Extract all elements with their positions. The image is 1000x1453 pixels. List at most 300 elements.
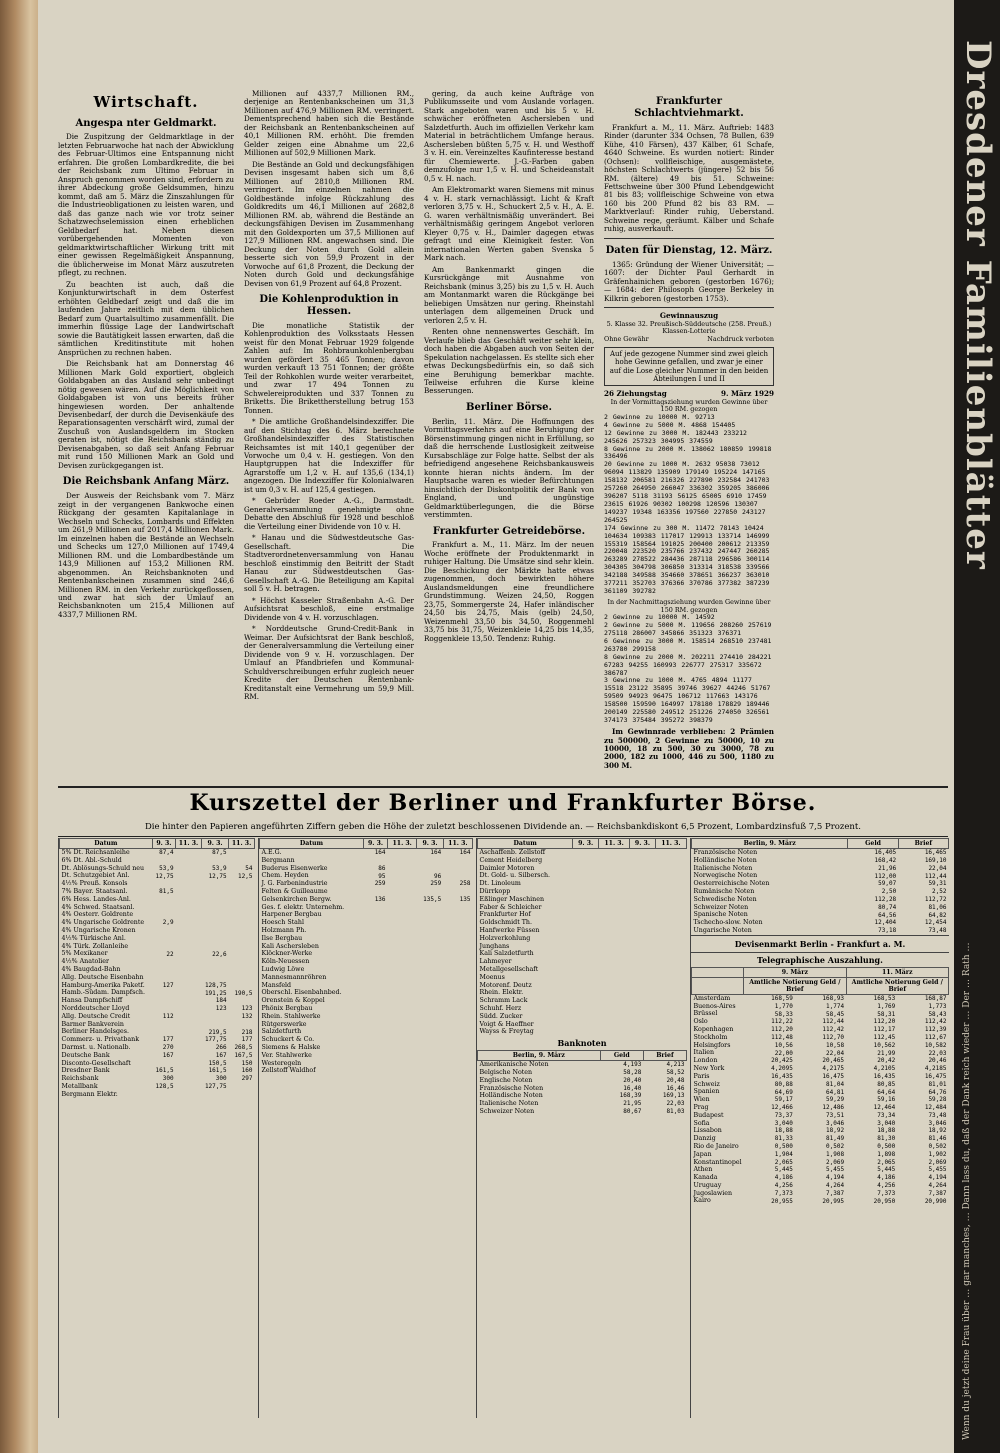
quote-value: 81,04 <box>826 1080 845 1088</box>
notes-col-header: Geld <box>848 839 898 849</box>
article-paragraph: Zu beachten ist auch, daß die Konjunkturwirtschaft in dem Osterfest erhöhten Geldbedarf zeigt und daß die im laufenden Jahre zeitlich mit dem üblichen Bedarf zum Quartalsultimo zusammenfällt. Die immerhin flüssige Lage der Landwirtschaft sowie die Bautätigkeit lassen erwarten, daß die sämtlichen Kreditinstitute mit hohen Ansprüchen zu rechnen haben. <box>58 279 234 357</box>
col-header-berlin: 9. 3. <box>630 839 656 849</box>
security-name: Hoesch Stahl <box>261 919 304 927</box>
quote-value <box>201 927 228 935</box>
quote-value: 64,69 <box>774 1088 793 1096</box>
quote-value: 22 <box>166 950 174 958</box>
quote-value: 270 <box>162 1044 174 1052</box>
quote-value <box>229 919 255 927</box>
table-row <box>692 919 949 927</box>
quote-value: 268,5 <box>234 1044 253 1052</box>
table-row <box>478 1013 687 1021</box>
quote-value <box>443 997 472 1005</box>
quote-value <box>229 935 255 943</box>
quote-value <box>229 904 255 912</box>
quote-value <box>388 849 417 857</box>
security-name: Salzdetfurth <box>261 1028 302 1036</box>
quote-value: 64,76 <box>928 1088 947 1096</box>
banknoten-col-header: Berlin, 9. März <box>478 1051 601 1061</box>
quote-value: 58,52 <box>666 1069 685 1077</box>
table-body <box>260 849 473 1076</box>
column-wirtschaft <box>58 90 234 780</box>
quote-value: 20,955 <box>771 1197 793 1205</box>
quote-value <box>176 849 202 857</box>
quote-value <box>598 1013 629 1021</box>
quote-value <box>443 927 472 935</box>
quote-value: 80,85 <box>877 1080 896 1088</box>
quote-value: 168,87 <box>924 994 947 1002</box>
quote-value <box>573 896 599 904</box>
quote-value: 12,5 <box>238 872 253 880</box>
quote-value: 20,46 <box>928 1057 947 1065</box>
table-row <box>692 872 949 880</box>
quote-value <box>573 935 599 943</box>
quote-value: 18,88 <box>877 1127 896 1135</box>
table-row <box>478 1028 687 1036</box>
quote-value <box>363 888 387 896</box>
security-name: Sofia <box>693 1119 710 1127</box>
security-name: Athen <box>693 1166 713 1174</box>
quote-value <box>630 888 656 896</box>
quote-value <box>417 1013 443 1021</box>
security-name: Budapest <box>693 1111 724 1119</box>
security-name: Metallbank <box>61 1082 98 1090</box>
quote-value: 258 <box>459 880 471 888</box>
security-name: Schuhf. Herz <box>479 1004 522 1012</box>
quote-value: 112,67 <box>924 1033 947 1041</box>
quote-value <box>176 1021 202 1029</box>
security-name: Mannesmannröhren <box>261 973 327 981</box>
quote-value: 12,486 <box>822 1104 845 1112</box>
quote-value: 4,194 <box>928 1174 947 1182</box>
quote-value <box>443 1028 472 1036</box>
table-row <box>692 927 949 935</box>
security-name: Oslo <box>693 1018 708 1026</box>
security-name: Dt. Linoleum <box>479 880 521 888</box>
security-name: 6% Hess. Landes-Anl. <box>61 895 131 903</box>
quote-value: 112,48 <box>771 1033 793 1041</box>
quote-value <box>655 865 686 873</box>
quote-value: 266 <box>215 1044 227 1052</box>
quote-value <box>417 919 443 927</box>
article-paragraph: * Hanau und die Südwestdeutsche Gas-Gesellschaft. Die Stadtverordnetenversammlung von Hanau beschloß einstimmig den Beitritt der Stadt Hanau zur Südwestdeutschen Gas-Gesellschaft A.-G. Die Beteiligung am Kapital soll 5 v. H. betragen. <box>244 533 414 594</box>
quote-value <box>443 1060 472 1068</box>
table-row <box>60 849 255 857</box>
quote-value: 59,31 <box>928 880 947 888</box>
col-header-ffm2: 11. 3. <box>388 839 417 849</box>
quote-value <box>573 849 599 857</box>
table-row <box>478 911 687 919</box>
quote-value: 167,5 <box>234 1051 253 1059</box>
security-name: Ilse Bergbau <box>261 934 303 942</box>
security-name: Lahmeyer <box>479 958 512 966</box>
quote-value: 127 <box>162 981 174 989</box>
section-rule <box>58 786 948 788</box>
table-row <box>692 1112 949 1120</box>
article-heading: Daten für Dienstag, 12. März. <box>605 244 773 256</box>
table-row <box>60 911 255 919</box>
quote-value <box>630 849 656 857</box>
kurszettel-title: Kurszettel der Berliner und Frankfurter Börse. <box>189 790 817 816</box>
quote-value: 21,99 <box>877 1049 896 1057</box>
quote-value: 73,18 <box>878 927 897 935</box>
security-name: Stockholm <box>693 1033 728 1041</box>
quote-value: 53,9 <box>159 864 174 872</box>
quote-value <box>363 911 387 919</box>
quote-value <box>229 888 255 896</box>
table-row <box>60 935 255 943</box>
quote-value <box>630 1013 656 1021</box>
table-row <box>260 958 473 966</box>
table-row <box>692 1151 949 1159</box>
security-name: Kopenhagen <box>693 1025 734 1033</box>
quote-value <box>598 950 629 958</box>
table-row <box>260 1067 473 1075</box>
quote-value <box>417 935 443 943</box>
quote-value <box>573 872 599 880</box>
quote-value: 169,10 <box>924 856 947 864</box>
quote-value <box>388 982 417 990</box>
security-name: Harpener Bergbau <box>261 911 322 919</box>
quote-value: 54 <box>245 864 253 872</box>
quote-value <box>229 1021 255 1029</box>
security-name: Hamburg-Amerika Paketf. <box>61 981 145 989</box>
table-row <box>60 1067 255 1075</box>
table-row <box>692 888 949 896</box>
morning-draw-heading: In der Vormittagsziehung wurden Gewinne über 150 RM. gezogen <box>610 397 768 414</box>
quote-value: 112,20 <box>873 1018 896 1026</box>
security-name: Schweizer Noten <box>693 903 749 911</box>
quote-value: 20,40 <box>623 1076 642 1084</box>
quote-value <box>655 966 686 974</box>
quote-value: 22,03 <box>666 1100 685 1108</box>
table-body <box>478 1061 687 1116</box>
quote-value <box>630 966 656 974</box>
security-name: Brüssel <box>693 1010 718 1018</box>
security-name: Phönix Bergbau <box>261 1004 313 1012</box>
notes-col-header: Brief <box>898 839 948 849</box>
quote-value <box>363 982 387 990</box>
table-row <box>60 1036 255 1044</box>
col-header-datum: Datum <box>478 839 573 849</box>
table-row <box>260 997 473 1005</box>
quote-value: 177 <box>162 1036 174 1044</box>
quote-value: 112,70 <box>822 1033 845 1041</box>
security-name: Holländische Noten <box>693 856 757 864</box>
quote-value <box>176 943 202 951</box>
quote-value <box>176 865 202 873</box>
column-4 <box>604 90 774 780</box>
devisen-subcol-header: Amtliche Notierung Geld / Brief <box>846 977 948 994</box>
quote-value <box>176 1044 202 1052</box>
quote-value <box>176 880 202 888</box>
quote-value: 3,040 <box>774 1119 793 1127</box>
quote-value: 2,069 <box>928 1158 947 1166</box>
security-name: Oberschl. Eisenbahnbed. <box>261 989 342 997</box>
quote-value <box>655 1028 686 1036</box>
table-row <box>478 919 687 927</box>
quote-value: 22,03 <box>928 1049 947 1057</box>
quote-value: 10,562 <box>873 1041 896 1049</box>
table-row <box>692 1065 949 1073</box>
quote-value: 4,2105 <box>873 1065 896 1073</box>
table-row <box>478 997 687 1005</box>
table-row <box>260 1060 473 1068</box>
quote-value: 58,31 <box>877 1010 896 1018</box>
quote-value <box>443 872 472 880</box>
banknoten-col-header: Brief <box>643 1051 686 1061</box>
quote-value: 4,264 <box>928 1182 947 1190</box>
quote-value <box>388 1067 417 1075</box>
quote-value <box>229 1091 255 1099</box>
quote-value: 219,5 <box>208 1028 227 1036</box>
quote-value <box>176 1091 202 1099</box>
quote-value <box>229 950 255 958</box>
security-name: Zellstoff Waldhof <box>261 1067 316 1075</box>
quote-value: 2,50 <box>881 888 897 896</box>
quote-value <box>573 950 599 958</box>
quote-value: 112,22 <box>771 1018 793 1026</box>
article-paragraph: * Norddeutsche Grund-Credit-Bank in Weimar. Der Aufsichtsrat der Bank beschloß, der Generalversammlung die Verteilung einer Dividende von 9 v. H. vorzuschlagen. Der Umlauf an Pfandbriefen und Kommunal-Schuldverschreibungen erfuhr zugleich neuer Kredite der Deutschen Rentenbank-Kreditanstalt eine Vermehrung um 59,9 Mill. RM. <box>244 624 414 702</box>
quote-value <box>598 888 629 896</box>
quote-value <box>176 857 202 865</box>
quote-value <box>655 943 686 951</box>
table-row <box>692 1096 949 1104</box>
security-name: Ludwig Löwe <box>261 965 305 973</box>
quote-value: 73,48 <box>928 1111 947 1119</box>
quote-value: 58,43 <box>928 1010 947 1018</box>
quote-value: 4,256 <box>877 1182 896 1190</box>
quote-value: 21,96 <box>878 864 897 872</box>
quote-value: 218 <box>241 1028 253 1036</box>
security-name: Japan <box>693 1150 712 1158</box>
security-name: Bergmann <box>261 856 295 864</box>
quote-value: 21,95 <box>623 1100 642 1108</box>
security-name: Allg. Deutsche Credit <box>61 1012 131 1020</box>
security-name: Jugoslawien <box>693 1189 733 1197</box>
col-header-datum: Datum <box>60 839 153 849</box>
quote-value: 16,40 <box>623 1084 642 1092</box>
quote-value <box>176 1067 202 1075</box>
col-header-datum: Datum <box>260 839 364 849</box>
quote-value: 112,42 <box>924 1018 947 1026</box>
quote-value: 22,04 <box>928 864 947 872</box>
quote-value: 5,455 <box>928 1166 947 1174</box>
quote-value <box>363 919 387 927</box>
security-name: J. G. Farbenindustrie <box>261 880 328 888</box>
quote-value <box>388 1052 417 1060</box>
security-name: Italienische Noten <box>479 1100 539 1108</box>
security-name: Reichsbank <box>61 1075 99 1083</box>
quote-value <box>388 1021 417 1029</box>
table-row <box>478 1005 687 1013</box>
quote-value <box>573 943 599 951</box>
quote-value <box>443 989 472 997</box>
quote-value: 112,45 <box>873 1033 896 1041</box>
table-row <box>260 935 473 943</box>
table-row <box>478 1069 687 1077</box>
quote-value: 58,33 <box>774 1010 793 1018</box>
quote-value: 86 <box>378 864 386 872</box>
quote-value: 73,34 <box>877 1111 896 1119</box>
quote-value: 7,373 <box>774 1189 793 1197</box>
quote-value <box>598 958 629 966</box>
security-name: Spanien <box>693 1088 720 1096</box>
quote-value: 95 <box>378 872 386 880</box>
quote-value <box>176 888 202 896</box>
table-row <box>260 1036 473 1044</box>
quote-value <box>598 872 629 880</box>
quote-value: 64,56 <box>878 911 897 919</box>
quote-value <box>573 1021 599 1029</box>
security-name: Danzig <box>693 1135 716 1143</box>
quote-value: 7,387 <box>826 1189 845 1197</box>
table-row <box>60 857 255 865</box>
quote-value <box>417 982 443 990</box>
quote-value <box>201 974 228 982</box>
quote-value <box>443 1013 472 1021</box>
table-row <box>692 994 949 1002</box>
article-paragraph: Der Ausweis der Reichsbank vom 7. März zeigt in der vergangenen Bankwoche einen Rückgang der gesamten Kapitalanlage in Wechseln und Schecks, Lombards und Effekten um 261,9 Millionen auf 2017,4 Millionen Mark. Im einzelnen haben die Bestände an Wechseln und Schecks um 127,0 Millionen auf 1749,4 Millionen RM. und die Lombardbestände um 143,9 Millionen auf 153,2 Millionen RM. abgenommen. An Reichsbanknoten und Rentenbankscheinen zusammen sind 246,6 Millionen RM. in den Verkehr zurückgeflossen, und zwar hat sich der Umlauf an Reichsbanknoten um 215,4 Millionen auf 4337,7 Millionen RM. <box>58 491 234 619</box>
table-row <box>692 1197 949 1205</box>
security-name: Dt. Ablösungs-Schuld neu <box>61 864 145 872</box>
quote-value <box>655 982 686 990</box>
quote-value <box>363 935 387 943</box>
quote-value: 123 <box>241 1005 253 1013</box>
table-row <box>260 927 473 935</box>
quote-value <box>176 1060 202 1068</box>
table-body <box>692 994 949 1205</box>
quote-value <box>388 974 417 982</box>
quote-value <box>630 982 656 990</box>
table-row <box>478 974 687 982</box>
quote-value <box>201 958 228 966</box>
security-name: Motorenf. Deutz <box>479 981 532 989</box>
remaining-prizes: Im Gewinnrade verblieben: 2 Prämien zu 500000, 2 Gewinne zu 50000, 10 zu 10000, 18 zu 500, 30 zu 3000, 78 zu 2000, 182 zu 1000, 446 zu 500, 1180 zu 300 M. <box>604 727 774 770</box>
quote-value <box>176 927 202 935</box>
quote-value <box>630 958 656 966</box>
quote-value <box>417 958 443 966</box>
quote-value <box>363 904 387 912</box>
table-row <box>692 849 949 857</box>
quote-value <box>598 935 629 943</box>
quote-value: 164 <box>459 849 471 857</box>
security-name: Metallgesellschaft <box>479 965 539 973</box>
article-paragraph: Frankfurt a. M., 11. März. Auftrieb: 1483 Rinder (darunter 334 Ochsen, 78 Bullen, 639 Kühe, 410 Färsen), 437 Kälber, 61 Schafe, 4640 Schweine. Es wurden notiert: Rinder (Ochsen): vollfleischige, ausgemästete, höchsten Schlachtwerts (jüngere) 52 bis 56 RM. (ältere) 49 bis 51. Schweine: Fettschweine über 300 Pfund Lebendgewicht 81 bis 83; vollfleischige Schweine von etwa 160 bis 200 Pfund 82 bis 83 RM. — Marktverlauf: Rinder ruhig, Ueberstand. Schweine rege, geräumt. Kälber und Schafe ruhig, ausverkauft. <box>604 122 774 234</box>
security-name: 4½% Anatolier <box>61 958 110 966</box>
quote-value <box>417 950 443 958</box>
quote-value <box>417 943 443 951</box>
table-row <box>260 904 473 912</box>
quote-value: 2,9 <box>162 919 174 927</box>
quote-value: 0,502 <box>928 1143 947 1151</box>
quote-value <box>152 935 175 943</box>
lottery-subtitle: 5. Klasse 32. Preußisch-Süddeutsche (258. Preuß.) Klassen-Lotterie <box>606 319 772 336</box>
quote-value <box>201 919 228 927</box>
quote-value <box>598 911 629 919</box>
table-row <box>60 904 255 912</box>
quote-value <box>417 927 443 935</box>
article-heading: Frankfurter Schlachtviehmarkt. <box>634 96 744 119</box>
quote-value: 81,03 <box>666 1108 685 1116</box>
quote-value <box>229 1083 255 1091</box>
col-header-ffm2: 11. 3. <box>598 839 629 849</box>
quote-value: 135,5 <box>423 895 442 903</box>
quote-value: 112,42 <box>822 1026 845 1034</box>
quote-value <box>573 1028 599 1036</box>
quote-value <box>176 1005 202 1013</box>
quote-value <box>388 997 417 1005</box>
quote-value <box>152 880 175 888</box>
security-name: Voigt & Haeffner <box>479 1020 534 1028</box>
quote-value <box>363 1036 387 1044</box>
quote-value <box>229 927 255 935</box>
quote-value: 4,193 <box>623 1061 642 1069</box>
quote-value: 112,17 <box>873 1026 896 1034</box>
quote-value <box>598 904 629 912</box>
quote-value <box>176 911 202 919</box>
table-row <box>260 950 473 958</box>
security-name: Wayss & Freytag <box>479 1028 534 1036</box>
table-row <box>260 857 473 865</box>
article-paragraph: Die Bestände an Gold und deckungsfähigen Devisen insgesamt haben sich um 8,6 Millionen auf 2810,8 Millionen RM. verringert. Im einzelnen nahmen die Goldbestände infolge Rückzahlung des Goldkredits um 46,1 Millionen auf 2682,8 Millionen RM. ab, während die Bestände an deckungsfähigen Devisen im Zusammenhang mit den Goldexporten um 37,5 Millionen auf 127,9 Millionen RM. angewachsen sind. Die Deckung der Noten durch Gold allein besserte sich von 59,9 Prozent in der Vorwoche auf 61,8 Prozent, die Deckung der Noten durch Gold und deckungsfähige Devisen von 61,9 Prozent auf 64,8 Prozent. <box>244 159 414 288</box>
security-name: 4% Baugdad-Bahn <box>61 965 121 973</box>
quote-value: 59,29 <box>826 1096 845 1104</box>
security-name: Goldschmidt Th. <box>479 919 532 927</box>
security-name: Chem. Heyden <box>261 872 309 880</box>
quote-value: 73,48 <box>928 927 947 935</box>
quote-value <box>417 857 443 865</box>
quote-value <box>388 958 417 966</box>
security-name: Rhein. Elektr. <box>479 989 524 997</box>
table-row <box>260 974 473 982</box>
table-row <box>60 1013 255 1021</box>
quote-value <box>630 927 656 935</box>
quote-value: 87,4 <box>159 849 174 857</box>
col-header-berlin: 9. 3. <box>417 839 443 849</box>
quote-value: 150,5 <box>208 1059 227 1067</box>
quote-value <box>363 943 387 951</box>
article-paragraph: Die Zuspitzung der Geldmarktlage in der letzten Februarwoche hat nach der Abwicklung des Februar-Ultimos eine Entspannung nicht erfahren. Die großen Lombardkredite, die bei der Reichsbank zum Ultimo Februar in Anspruch genommen worden sind, erfordern zu ihrer Abdeckung große Geldsummen, hinzu kommt, daß am 5. März die Zinszahlungen für die Industrieobligationen zu leisten waren, und daß das ganze nach wie vor trotz seiner Schatzwechselemission einen erheblichen Geldbedarf hat. Neben diesen vorübergehenden Momenten von geldmarktwirtschaftlicher Wirkung tritt mit einer gewissen Regelmäßigkeit Anspannung, die üblicherweise im Monat März auszutreten pflegt, zu rechnen. <box>58 132 234 278</box>
quote-value <box>443 935 472 943</box>
security-name: Prag <box>693 1103 709 1111</box>
quote-value <box>152 927 175 935</box>
table-row <box>478 1021 687 1029</box>
security-name: Italienische Noten <box>693 864 753 872</box>
table-row <box>478 857 687 865</box>
quote-value <box>176 919 202 927</box>
quote-value: 7,373 <box>877 1189 896 1197</box>
quote-value: 177,75 <box>204 1036 227 1044</box>
quote-value <box>573 966 599 974</box>
table-row <box>478 989 687 997</box>
quote-value <box>176 966 202 974</box>
table-body <box>478 849 687 1037</box>
quote-value: 80,74 <box>878 903 897 911</box>
quote-value <box>630 872 656 880</box>
quote-value <box>201 1021 228 1029</box>
quote-value <box>598 849 629 857</box>
quote-value <box>598 982 629 990</box>
quote-value <box>176 935 202 943</box>
vertical-masthead: Dresdener Familienblätter <box>958 40 998 570</box>
quote-value: 0,500 <box>774 1143 793 1151</box>
table-row <box>60 1044 255 1052</box>
quote-value: 123 <box>215 1005 227 1013</box>
quote-value <box>152 1028 175 1036</box>
quote-value: 112 <box>162 1012 174 1020</box>
quote-value <box>363 1021 387 1029</box>
